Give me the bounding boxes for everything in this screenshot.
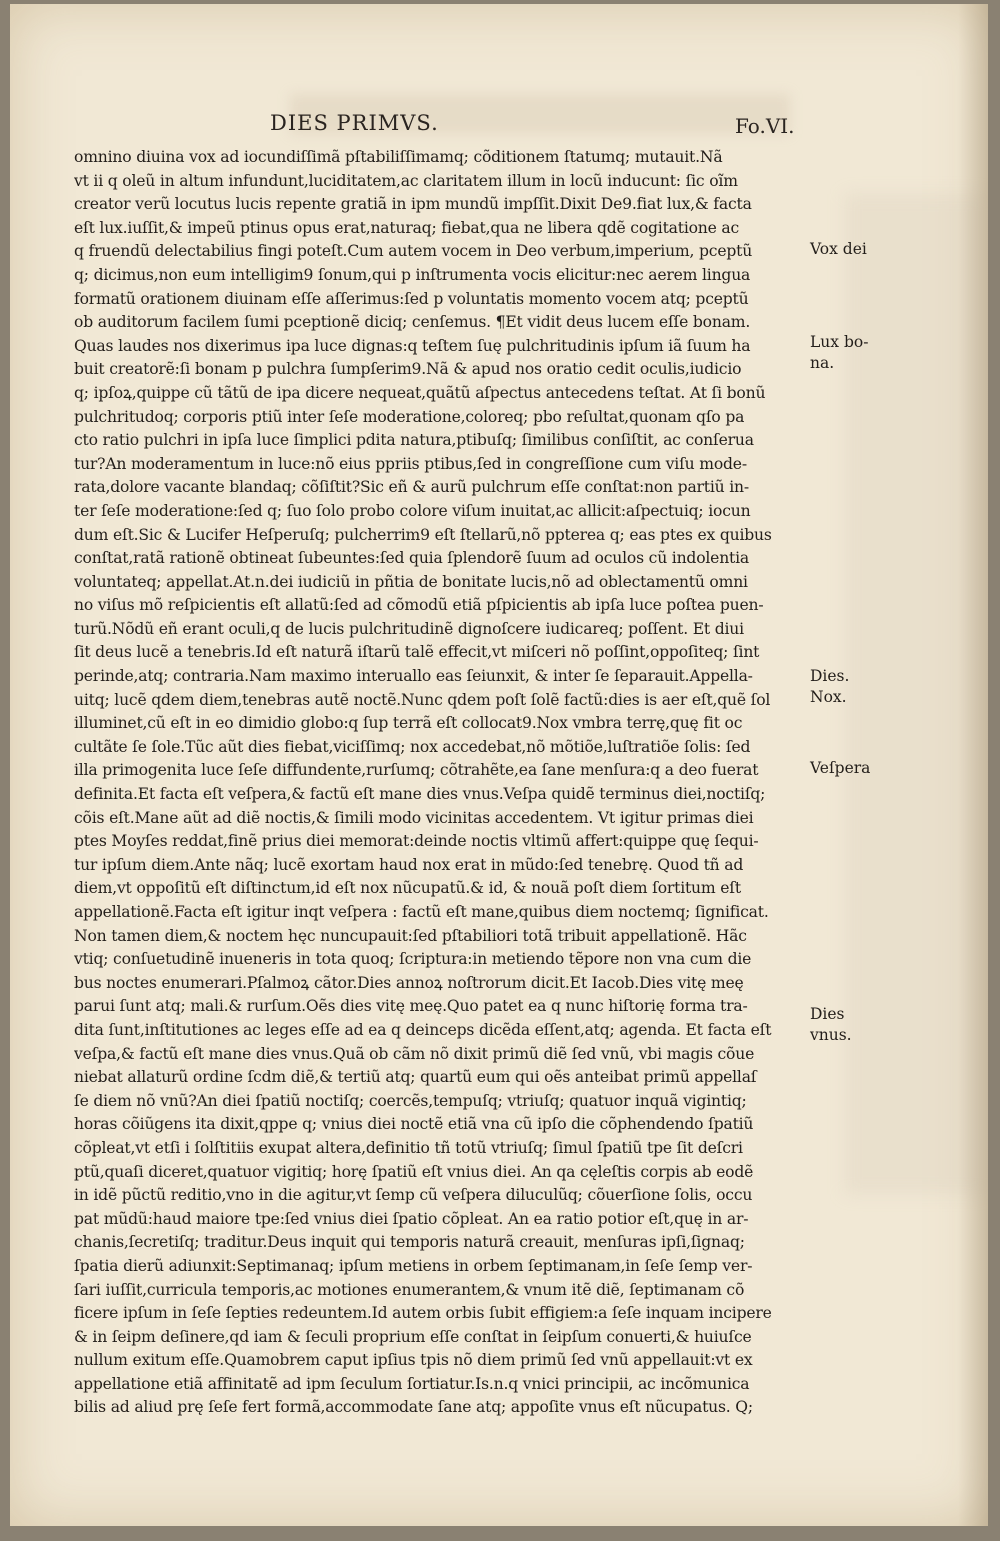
text-line: in idẽ pũctũ reditio,vno in die agitur,vt ſemp cũ veſpera diluculũq; cõuerſione ſolis, occu [74,1186,753,1205]
text-line: veſpa,& factũ eſt mane dies vnus.Quã ob cãm nõ dixit primũ diẽ ſed vnũ, vbi magis cõue [74,1044,755,1063]
text-line: ficere ipſum in ſeſe ſepties redeuntem.Id autem orbis ſubit effigiem:a ſeſe inquam incipere [74,1304,772,1323]
text-line: vt ii q oleũ in altum infundunt,luciditatem,ac claritatem illum in locũ inducunt: ſic oĩm [74,171,738,190]
text-line: cultãte ſe ſole.Tũc aũt dies fiebat,viciſſimq; nox accedebat,nõ mõtiõe,luſtratiõe ſolis: ſed [74,737,751,756]
text-line: dum eſt.Sic & Lucifer Heſperuſq; pulcherrim9 eſt ſtellarũ,nõ ppterea q; eas ptes ex quibus [74,525,772,544]
text-line: ter ſeſe moderatione:ſed q; ſuo ſolo probo colore viſum inuitat,ac allicit:aſpectuiq; iocun [74,501,751,520]
text-line: illuminet,cũ eſt in eo dimidio globo:q ſup terrã eſt collocat9.Nox vmbra terrę,quę fit oc [74,714,743,733]
text-line: illa primogenita luce ſeſe diffundente,rurſumq; cõtrahẽte,ea ſane menſura:q a deo fuerat [74,761,759,780]
text-line: niebat allaturũ ordine ſcdm diẽ,& tertiũ atq; quartũ eum qui oẽs anteibat primũ appellaſ [74,1068,757,1087]
text-line: appellationẽ.Facta eſt igitur inqt veſpera : factũ eſt mane,quibus diem noctemq; ſignificat. [74,903,769,921]
text-line: ſpatia dierũ adiunxit:Septimanaq; ipſum metiens in orbem ſeptimanam,in ſeſe ſemp ver- [74,1256,753,1275]
text-line: creator verũ locutus lucis repente gratiã in ipm mundũ impſſit.Dixit De9.fiat lux,& facta [74,195,752,214]
book-page [10,4,988,1526]
text-line: turũ.Nõdũ eñ erant oculi,q de lucis pulchritudinẽ dignoſcere iudicareq; poſſent. Et diui [74,619,744,638]
marginal-note-lux-bona: Lux bo- na. [810,333,869,372]
text-line: tur?An moderamentum in luce:nõ eius ppriis ptibus,ſed in congreſſione cum viſu mode- [74,454,747,473]
text-line: ſit deus lucẽ a tenebris.Id eſt naturã iſtarũ talẽ effecit,vt miſceri nõ poſſint,oppoſiteq; ſint [74,643,760,662]
text-line: vtiq; conſuetudinẽ inueneris in tota quoq; ſcriptura:in metiendo tẽpore non vna cum die [74,950,752,969]
text-line: bus noctes enumerari.Pſalmoꝝ cãtor.Dies annoꝝ noſtrorum dicit.Et Iacob.Dies vitę meę [74,973,744,992]
text-line: ob auditorum facilem ſumi pceptionẽ diciq; cenſemus. ¶Et vidit deus lucem eſſe bonam. [74,313,751,332]
text-line: appellatione etiã affinitatẽ ad ipm ſeculum ſortiatur.Is.n.q vnici principii, ac incõmunica [74,1374,750,1393]
text-line: q fruendũ delectabilius fingi poteſt.Cum autem vocem in Deo verbum,imperium, pceptũ [74,242,753,261]
text-line: cõpleat,vt etſi i ſolſtitiis exupat altera,definitio tñ totũ vtriuſq; ſimul ſpatiũ tpe ſit deſcri [74,1138,743,1157]
text-line: pulchritudoq; corporis ptiũ inter ſeſe moderatione,coloreq; pbo reſultat,quonam qſo pa [74,407,745,426]
text-line: bilis ad aliud prę ſeſe fert formã,accommodate ſane atq; appoſite vnus eſt nũcupatus. Q; [74,1398,753,1417]
text-line: & in ſeipm deſinere,qd iam & ſeculi proprium eſſe conſtat in ſeipſum conuerti,& huiuſce [74,1327,752,1346]
running-head: DIES PRIMVS. [270,111,439,135]
text-line: voluntateq; appellat.At.n.dei iudiciũ in pñtia de bonitate lucis,nõ ad oblectamentũ omni [74,572,748,591]
marginal-note-vespera: Veſpera [810,759,871,777]
text-line: cõis eſt.Mane aũt ad diẽ noctis,& ſimili modo vicinitas accedentem. Vt igitur primas diei [74,808,754,827]
text-line: omnino diuina vox ad iocundiſſimã pſtabiliſſimamq; cõditionem ſtatumq; mutauit.Nã [74,148,723,166]
text-line: Non tamen diem,& noctem hęc nuncupauit:ſed pſtabiliori totã tribuit appellationẽ. Hãc [74,926,747,945]
text-line: conſtat,ratã rationẽ obtineat ſubeuntes:ſed quia ſplendorẽ ſuum ad oculos cũ indolentia [74,549,749,568]
text-line: q; ipſoꝝ,quippe cũ tãtũ de ipa dicere nequeat,quãtũ aſpectus antecedens teſtat. At ſi bonũ [74,383,766,402]
text-line: ſe diem nõ vnũ?An diei ſpatiũ noctiſq; coercẽs,tempuſq; vtriuſq; quatuor inquã vigintiq; [74,1091,747,1110]
text-line: Quas laudes nos dixerimus ipa luce dignas:q teſtem ſuę pulchritudinis ipſum iã ſuum ha [74,336,751,355]
folio-number: Fo.VI. [735,114,795,138]
main-text-block [74,146,809,1420]
text-line: no viſus mõ reſpicientis eſt allatũ:ſed ad cõmodũ etiã pſpicientis ab ipſa luce poſtea puen- [74,596,764,615]
text-line: nullum exitum eſſe.Quamobrem caput ipſius tpis nõ diem primũ ſed vnũ appellauit:vt ex [74,1351,753,1370]
text-line: perinde,atq; contraria.Nam maximo interuallo eas ſeiunxit, & inter ſe ſeparauit.Appella- [74,667,753,686]
text-line: eſt lux.iuſſit,& impeũ ptinus opus erat,naturaq; fiebat,qua ne libera qdẽ cogitatione ac [74,218,740,237]
text-line: pat mũdũ:haud maiore tpe:ſed vnius diei ſpatio cõpleat. An ea ratio potior eſt,quę in ar- [74,1209,749,1228]
text-line: diem,vt oppoſitũ eſt diſtinctum,id eſt nox nũcupatũ.& id, & nouã poſt diem ſortitum eſt [74,879,741,898]
text-line: formatũ orationem diuinam eſſe aſſerimus:ſed p voluntatis momento vocem atq; pceptũ [74,289,749,308]
text-line: parui ſunt atq; mali.& rurſum.Oẽs dies vitę meę.Quo patet ea q nunc hiſtorię forma tra- [74,997,748,1016]
text-line: definita.Et facta eſt veſpera,& factũ eſt mane dies vnus.Veſpa quidẽ terminus diei,noctiſq; [74,785,766,804]
text-line: rata,dolore vacante blandaq; cõſiſtit?Sic eñ & aurũ pulchrum eſſe conſtat:non partiũ in- [74,478,749,497]
text-line: horas cõiũgens ita dixit,qppe q; vnius diei noctẽ etiã vna cũ ipſo die cõphendendo ſpatiũ [74,1115,754,1134]
marginal-note-dies-vnus: Dies vnus. [810,1005,852,1044]
marginal-note-vox-dei: Vox dei [810,240,867,258]
text-line: ptũ,quaſi diceret,quatuor vigitiq; horę ſpatiũ eſt vnius diei. An qa cęleſtis corpis ab eodẽ [74,1162,754,1181]
text-line: chanis,ſecretiſq; traditur.Deus inquit qui temporis naturã creauit, menſuras ipſi,ſignaq; [74,1233,745,1252]
marginal-note-dies-nox: Dies. Nox. [810,667,850,706]
text-line: dita ſunt,inſtitutiones ac leges eſſe ad ea q deinceps dicẽda eſſent,atq; agenda. Et facta eſt [74,1020,772,1039]
text-line: ſari iuſſit,curricula temporis,ac motiones enumerantem,& vnum itẽ diẽ, ſeptimanam cõ [74,1280,745,1299]
text-line: uitq; lucẽ qdem diem,tenebras autẽ noctẽ.Nunc qdem poſt ſolẽ factũ:dies is aer eſt,quẽ ſol [74,690,771,709]
text-line: cto ratio pulchri in ipſa luce ſimplici pdita natura,ptibuſq; ſimilibus conſiſtit, ac conſerua [74,431,754,450]
text-line: buit creatorẽ:ſi bonam p pulchra ſumpſerim9.Nã & apud nos oratio cedit oculis,iudicio [74,360,742,379]
text-line: ptes Moyſes reddat,finẽ prius diei memorat:deinde noctis vltimũ affert:quippe quę ſequi- [74,832,759,851]
text-line: tur ipſum diem.Ante nãq; lucẽ exortam haud nox erat in mũdo:ſed tenebrę. Quod tñ ad [74,855,744,874]
text-line: q; dicimus,non eum intelligim9 ſonum,qui p inſtrumenta vocis elicitur:nec aerem lingua [74,265,751,284]
